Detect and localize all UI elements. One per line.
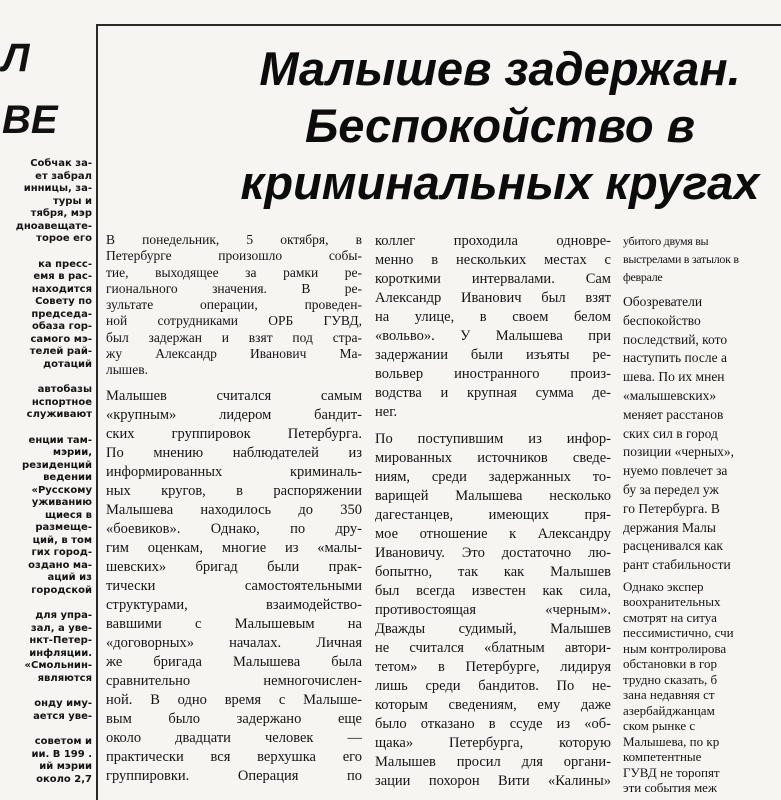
text-line: вольвер иностранного произ-	[375, 366, 611, 382]
text-line: тически самостоятельными	[106, 577, 362, 594]
text-line: нкт-Петер-	[29, 635, 92, 646]
text-line: енции там-	[28, 434, 92, 446]
text-line: Дважды судимый, Малышев	[375, 621, 611, 637]
text-line: гионального значения. В ре-	[106, 280, 362, 296]
text-line: Малышева находилось до 350	[106, 501, 362, 518]
text-line: «вольво». У Малышева при	[375, 328, 611, 344]
text-line: По поступившим из инфор-	[375, 431, 611, 447]
text-line: коллег проходила одновре-	[375, 233, 611, 249]
side-headline-fragment: Л	[2, 36, 30, 80]
text-line: ций, в том	[32, 534, 92, 546]
text-line: ских сил в город	[623, 425, 718, 441]
text-line: являются	[37, 672, 92, 684]
text-line: По мнению наблюдателей из	[106, 444, 362, 461]
paragraph	[0, 736, 92, 786]
text-line: тие, выходящее за рамки ре-	[106, 264, 362, 280]
text-line: азербайджанцам	[623, 702, 715, 718]
text-line: телей рай-	[29, 346, 92, 357]
text-line: которым сведениям, ему даже	[375, 697, 611, 713]
text-line: ных кругов, в распоряжении	[106, 482, 362, 499]
text-line: был всегда известен как сила,	[375, 583, 611, 599]
text-line: трудно сказать, б	[623, 671, 718, 687]
text-line: В понедельник, 5 октября, в	[106, 232, 362, 247]
text-line: компетентные	[623, 749, 702, 765]
text-line: воохранительных	[623, 594, 721, 610]
text-line: обстановки в гор	[623, 656, 718, 672]
text-line: Малышев просил для органи-	[375, 754, 611, 770]
text-line: инницы, за-	[23, 183, 92, 194]
text-line: щака» Петербурга, которую	[375, 735, 611, 751]
text-line: ГУВД не торопят	[623, 764, 720, 780]
text-line: водства и крупная сумма де-	[375, 385, 611, 401]
text-line: мэрии,	[52, 447, 92, 458]
text-line: обаза гор-	[31, 321, 92, 332]
text-line: председа-	[31, 308, 92, 320]
text-line: группировки. Операция по	[106, 767, 362, 784]
text-line: держания Малы	[623, 519, 716, 535]
text-line: вавшими с Малышевым на	[106, 615, 362, 632]
text-line: го Петербурга. В	[623, 500, 720, 516]
text-line: мированных источников сведе-	[375, 450, 611, 466]
text-line: шева. По их мнен	[623, 369, 725, 385]
text-line: не считался «блатным автори-	[375, 640, 611, 656]
text-line: для упра-	[35, 610, 92, 621]
text-line: ет забрал	[35, 170, 92, 182]
text-line: зал, а уве-	[30, 622, 92, 634]
side-article-text	[0, 158, 92, 786]
text-line: был задержан и взят под стра-	[106, 329, 362, 345]
text-line: задержании были изъяты ре-	[375, 347, 611, 363]
text-line: противостоящая «черным».	[375, 602, 611, 618]
text-line: пессимистично, счи	[623, 625, 734, 641]
text-line: выстрелами в затылок в феврале	[623, 252, 739, 284]
text-line: ских группировок Петербурга.	[106, 425, 362, 442]
text-line: около двадцати человек —	[106, 729, 362, 746]
text-line: варищей Малышева несколько	[375, 488, 611, 504]
text-line: зации похорон Вити «Калины»	[375, 773, 611, 789]
text-line: Собчак за-	[30, 158, 92, 169]
text-line: «Смольнин-	[24, 660, 92, 671]
text-line: «малышевских»	[623, 387, 717, 403]
paragraph	[0, 610, 92, 685]
text-line: ском рынке с	[623, 718, 696, 734]
text-line: «Русскому	[31, 484, 92, 496]
paragraph	[623, 232, 779, 286]
text-line: бопытно, так как Малышев	[375, 564, 611, 580]
text-line: ка пресс-	[38, 258, 92, 270]
text-line: зана недавняя ст	[623, 687, 715, 703]
text-line: же бригада Малышева была	[106, 653, 362, 670]
text-line: советом и	[34, 736, 92, 747]
text-line: Однако экспер	[623, 578, 704, 594]
text-line: самого мэ-	[30, 333, 92, 345]
text-line: щиеся в	[44, 509, 92, 521]
text-line: позиции «черных»,	[623, 444, 735, 460]
text-line: структурами, взаимодейство-	[106, 596, 362, 613]
text-line: сравнительно немногочислен-	[106, 672, 362, 689]
text-line: шевских» бригад были прак-	[106, 558, 362, 575]
text-line: Малышева, по кр	[623, 733, 720, 749]
text-line: зультате операции, проведен-	[106, 297, 362, 313]
text-line: автобазы	[37, 384, 92, 395]
text-line: на улице, в своем белом	[375, 309, 611, 325]
paragraph	[375, 430, 611, 791]
text-line: ается уве-	[33, 710, 92, 722]
text-line: резиденций	[22, 459, 92, 471]
text-line: мое отношение к Александру	[375, 526, 611, 542]
paragraph	[106, 232, 362, 379]
text-line: городской	[31, 584, 92, 596]
text-line: тября, мэр	[30, 208, 92, 219]
text-line: Малышев считался самым	[106, 387, 362, 404]
text-line: гим оценкам, многие из «малы-	[106, 539, 362, 556]
text-line: «договорных» началах. Личная	[106, 634, 362, 651]
text-line: ной. В одно время с Малыше-	[106, 691, 362, 708]
paragraph	[0, 158, 92, 246]
text-line: онду иму-	[34, 698, 92, 709]
text-line: туры и	[52, 195, 92, 207]
text-line: ниям, среди задержанных то-	[375, 469, 611, 485]
text-line: емя в рас-	[33, 271, 92, 282]
paragraph	[375, 232, 611, 422]
text-line: расценивался как	[623, 538, 723, 554]
text-line: убитого двумя вы	[623, 234, 709, 248]
text-line: «крупным» лидером бандит-	[106, 406, 362, 423]
paragraph	[0, 384, 92, 422]
text-line: тетом» в Петербурге, лидируя	[375, 659, 611, 675]
paragraph	[0, 698, 92, 723]
text-line: около 2,7	[36, 773, 92, 785]
text-line: ным контролирова	[623, 640, 727, 656]
text-line: размеще-	[35, 522, 92, 533]
text-line: короткими интервалами. Сам	[375, 271, 611, 287]
text-line: дагестанцев, имеющих пря-	[375, 507, 611, 523]
text-line: было отказано в ссуде из «об-	[375, 716, 611, 732]
text-line: лишь среди бандитов. По не-	[375, 678, 611, 694]
text-line: жу Александр Иванович Ма-	[106, 346, 362, 362]
paragraph	[106, 387, 362, 786]
text-line: ной сотрудниками ОРБ ГУВД,	[106, 313, 362, 329]
text-line: нег.	[375, 404, 398, 420]
article-column-3	[623, 232, 779, 796]
text-line: вым было задержано еще	[106, 710, 362, 727]
article-column-2	[375, 232, 611, 791]
text-line: Обозреватели	[623, 294, 703, 309]
text-line: аций из	[47, 572, 92, 583]
text-line: меняет расстанов	[623, 406, 724, 422]
text-line: находится	[31, 283, 92, 295]
text-line: «боевиков». Однако, по дру-	[106, 520, 362, 537]
text-line: последствий, кото	[623, 331, 728, 347]
text-line: беспокойство	[623, 312, 701, 328]
paragraph	[0, 259, 92, 372]
paragraph	[623, 579, 779, 796]
text-line: ведении	[43, 472, 92, 483]
paragraph	[623, 293, 779, 575]
text-line: оздано ма-	[28, 559, 92, 571]
text-line: рант стабильности	[623, 557, 731, 573]
text-line: практически вся верхушка его	[106, 748, 362, 765]
text-line: нуемо повлечет за	[623, 463, 728, 479]
text-line: уживанию	[31, 497, 92, 508]
text-line: эти события меж	[623, 780, 717, 796]
text-line: Совету по	[35, 296, 92, 307]
text-line: лышев.	[106, 362, 148, 378]
text-line: информированных криминаль-	[106, 463, 362, 480]
column-divider	[96, 24, 98, 800]
text-line: Ивановичу. Это достаточно лю-	[375, 545, 611, 561]
text-line: гих город-	[31, 547, 92, 558]
side-headline-fragment: ВЕ	[2, 98, 58, 142]
text-line: менно в нескольких местах с	[375, 252, 611, 268]
text-line: служивают	[26, 409, 92, 420]
text-line: инфляции.	[29, 647, 92, 659]
text-line: нспортное	[31, 396, 92, 408]
paragraph	[0, 435, 92, 598]
text-line: торое его	[36, 233, 92, 244]
headline-line: Беспокойство в	[304, 99, 696, 152]
text-line: бу за передел уж	[623, 481, 719, 497]
article-column-1	[106, 232, 362, 786]
text-line: ии. В 199 .	[31, 748, 92, 760]
text-line: наступить после а	[623, 350, 727, 366]
headline-line: криминальных кругах	[240, 156, 760, 209]
text-line: Петербурге произошло собы-	[106, 248, 362, 264]
text-line: смотрят на ситуа	[623, 609, 717, 625]
text-line: дноавещате-	[15, 220, 92, 232]
top-rule	[97, 24, 781, 26]
text-line: Александр Иванович был взят	[375, 290, 611, 306]
text-line: дотаций	[43, 358, 92, 370]
article-headline	[230, 40, 770, 211]
headline-line: Малышев задержан.	[259, 42, 741, 95]
text-line: ий мэрии	[39, 761, 92, 772]
